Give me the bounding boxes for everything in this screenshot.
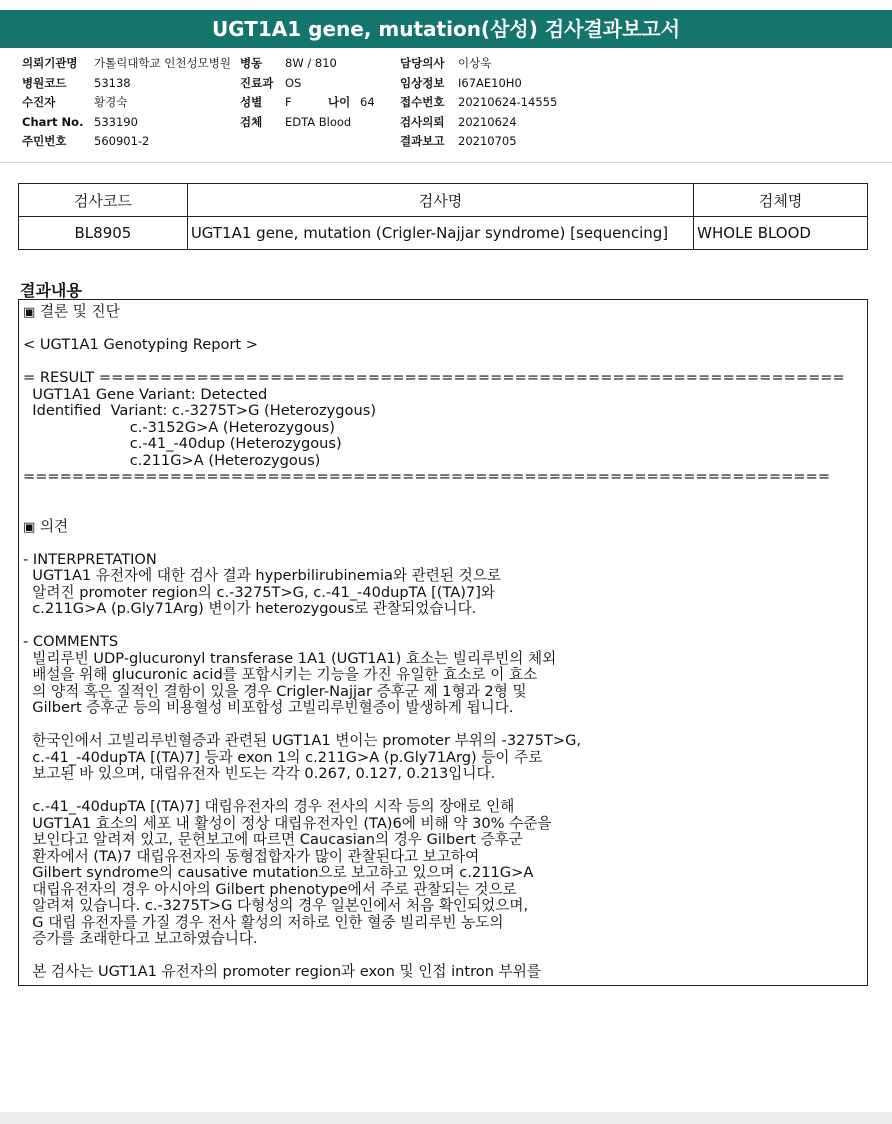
result-header-line: = RESULT ============================================================= <box>23 369 845 386</box>
info-label: 검사의뢰 <box>400 114 445 129</box>
patient-info-col2 <box>240 54 400 132</box>
comments-line: c.-41_-40dupTA [(TA)7] 등과 exon 1의 c.211G>A (p.Gly71Arg) 등이 주로 <box>23 748 543 766</box>
info-row-doctor <box>400 54 600 74</box>
comments-line: 빌리루빈 UDP-glucuronyl transferase 1A1 (UGT1A1) 효소는 빌리루빈의 체외 <box>23 649 557 667</box>
comments-line: 한국인에서 고빌리루빈혈증과 관련된 UGT1A1 변이는 promoter 부위의 -3275T>G, <box>23 732 582 749</box>
report-body <box>18 299 868 986</box>
interpretation-line: UGT1A1 유전자에 대한 검사 결과 hyperbilirubinemia와 관련된 것으로 <box>23 567 501 584</box>
info-row-hospital-code <box>22 74 242 94</box>
info-label: 병동 <box>240 56 263 70</box>
cell-specimen-name: WHOLE BLOOD <box>694 217 868 250</box>
result-line: Identified Variant: c.-3275T>G (Heterozygous) <box>23 402 377 419</box>
age-value: 64 <box>360 95 375 109</box>
info-value: 20210624 <box>458 114 517 129</box>
genotyping-report-title: < UGT1A1 Genotyping Report > <box>23 336 258 353</box>
interpretation-title: - INTERPRETATION <box>23 550 157 568</box>
comments-paragraph-2 <box>19 733 867 783</box>
result-line: c.-3152G>A (Heterozygous) <box>23 418 335 436</box>
test-summary-table <box>18 183 868 250</box>
info-label: 병원코드 <box>22 75 67 90</box>
comments-line: 알려져 있습니다. c.-3275T>G 다형성의 경우 일본인에서 처음 확인되었으며, <box>23 897 529 914</box>
conclusion-heading-text: 결론 및 진단 <box>39 303 120 320</box>
age-label: 나이 <box>328 95 351 109</box>
info-row-receipt-no <box>400 93 600 113</box>
comments-line: Gilbert 증후군 등의 비용혈성 비포합성 고빌리루빈혈증이 발생하게 됩니다. <box>23 699 514 716</box>
info-value: 53138 <box>94 75 131 90</box>
comments-line: 배설을 위해 glucuronic acid를 포합시키는 기능을 가진 유일한 효소로 이 효소 <box>23 666 538 683</box>
info-label: 담당의사 <box>400 56 445 70</box>
result-section-title: 결과내용 <box>20 281 82 300</box>
cell-test-code: BL8905 <box>19 217 188 250</box>
square-bullet-icon: ▣ <box>23 305 36 320</box>
info-value: 가톨릭대학교 인천성모병원 <box>94 56 231 70</box>
info-label: Chart No. <box>22 114 84 129</box>
info-value: 533190 <box>94 114 138 129</box>
info-row-request-date <box>400 113 600 133</box>
comments-title: - COMMENTS <box>23 633 119 650</box>
report-title: UGT1A1 gene, mutation(삼성) 검사결과보고서 <box>0 10 892 48</box>
info-row-ward <box>240 54 400 74</box>
comments-line: 증가를 초래한다고 보고하였습니다. <box>23 930 258 947</box>
info-label: 성별 <box>240 95 263 109</box>
info-row-sex-age <box>240 93 400 113</box>
interpretation-line: 알려진 promoter region의 c.-3275T>G, c.-41_-40dupTA [(TA)7]와 <box>23 583 495 601</box>
patient-info-col3 <box>400 54 600 152</box>
info-value: 황경숙 <box>94 95 128 109</box>
comments-line: Gilbert syndrome의 causative mutation으로 보고하고 있으며 c.211G>A <box>23 864 534 881</box>
comments-line: UGT1A1 효소의 세포 내 활성이 정상 대립유전자인 (TA)6에 비해 약 30% 수준을 <box>23 814 552 832</box>
table-header-row <box>19 184 868 217</box>
comments-line: 의 양적 혹은 질적인 결함이 있을 경우 Crigler-Najjar 증후군 제 1형과 2형 및 <box>23 682 527 700</box>
info-value: 560901-2 <box>94 134 150 148</box>
patient-info-col1 <box>22 54 242 152</box>
comments-paragraph-1 <box>19 651 867 717</box>
header-test-code: 검사코드 <box>19 184 188 217</box>
header-test-name: 검사명 <box>187 184 693 217</box>
info-row-chart-no <box>22 113 242 133</box>
opinion-heading <box>19 519 867 536</box>
result-footer-line: ================================================================== <box>23 468 831 485</box>
info-label: 임상정보 <box>400 75 445 90</box>
info-row-resident-no <box>22 132 242 152</box>
interpretation-lines <box>19 568 867 618</box>
cell-test-name: UGT1A1 gene, mutation (Crigler-Najjar syndrome) [sequencing] <box>187 217 693 250</box>
page-bottom-strip <box>0 1112 892 1124</box>
interpretation-line: c.211G>A (p.Gly71Arg) 변이가 heterozygous로 관찰되었습니다. <box>23 600 477 617</box>
info-label: 진료과 <box>240 75 274 90</box>
info-row-clinical-info <box>400 74 600 94</box>
info-value: 이상욱 <box>458 56 492 70</box>
info-row-specimen <box>240 113 400 133</box>
comments-line: G 대립 유전자를 가질 경우 전사 활성의 저하로 인한 혈중 빌리루빈 농도의 <box>23 913 504 931</box>
info-label: 주민번호 <box>22 134 67 148</box>
header-specimen-name: 검체명 <box>694 184 868 217</box>
info-row-report-date <box>400 132 600 152</box>
square-bullet-icon: ▣ <box>23 519 36 535</box>
info-label: 검체 <box>240 114 263 129</box>
comments-line: 보고된 바 있으며, 대립유전자 빈도는 각각 0.267, 0.127, 0.213입니다. <box>23 765 496 782</box>
opinion-heading-text: 의견 <box>39 517 69 535</box>
info-row-institution <box>22 54 242 74</box>
info-value: F <box>285 95 292 109</box>
comments-line: 대립유전자의 경우 아시아의 Gilbert phenotype에서 주로 관찰되는 것으로 <box>23 880 517 898</box>
info-value: 20210705 <box>458 134 517 148</box>
info-value: I67AE10H0 <box>458 75 522 90</box>
result-line: c.-41_-40dup (Heterozygous) <box>23 435 342 452</box>
info-value: OS <box>285 75 302 90</box>
comments-paragraph-4 <box>19 964 867 981</box>
info-row-department <box>240 74 400 94</box>
comments-line: 보인다고 알려져 있고, 문헌보고에 따르면 Caucasian의 경우 Gilbert 증후군 <box>23 831 523 848</box>
result-line: UGT1A1 Gene Variant: Detected <box>23 385 268 403</box>
comments-line: 환자에서 (TA)7 대립유전자의 동형접합자가 많이 관찰된다고 보고하여 <box>23 847 480 865</box>
info-value: EDTA Blood <box>285 114 352 129</box>
info-label: 수진자 <box>22 95 56 109</box>
info-row-patient <box>22 93 242 113</box>
header-divider <box>0 162 892 163</box>
conclusion-heading <box>19 304 867 321</box>
info-label: 의뢰기관명 <box>22 56 78 70</box>
comments-line: c.-41_-40dupTA [(TA)7] 대립유전자의 경우 전사의 시작 등의 장애로 인해 <box>23 798 515 815</box>
table-row <box>19 217 868 250</box>
info-label: 접수번호 <box>400 95 445 109</box>
comments-paragraph-3 <box>19 799 867 948</box>
info-value: 20210624-14555 <box>458 95 558 109</box>
comments-line: 본 검사는 UGT1A1 유전자의 promoter region과 exon 및 인접 intron 부위를 <box>23 963 541 980</box>
result-line: c.211G>A (Heterozygous) <box>23 451 321 469</box>
info-label: 결과보고 <box>400 134 445 148</box>
result-lines <box>19 387 867 470</box>
info-value: 8W / 810 <box>285 56 337 70</box>
